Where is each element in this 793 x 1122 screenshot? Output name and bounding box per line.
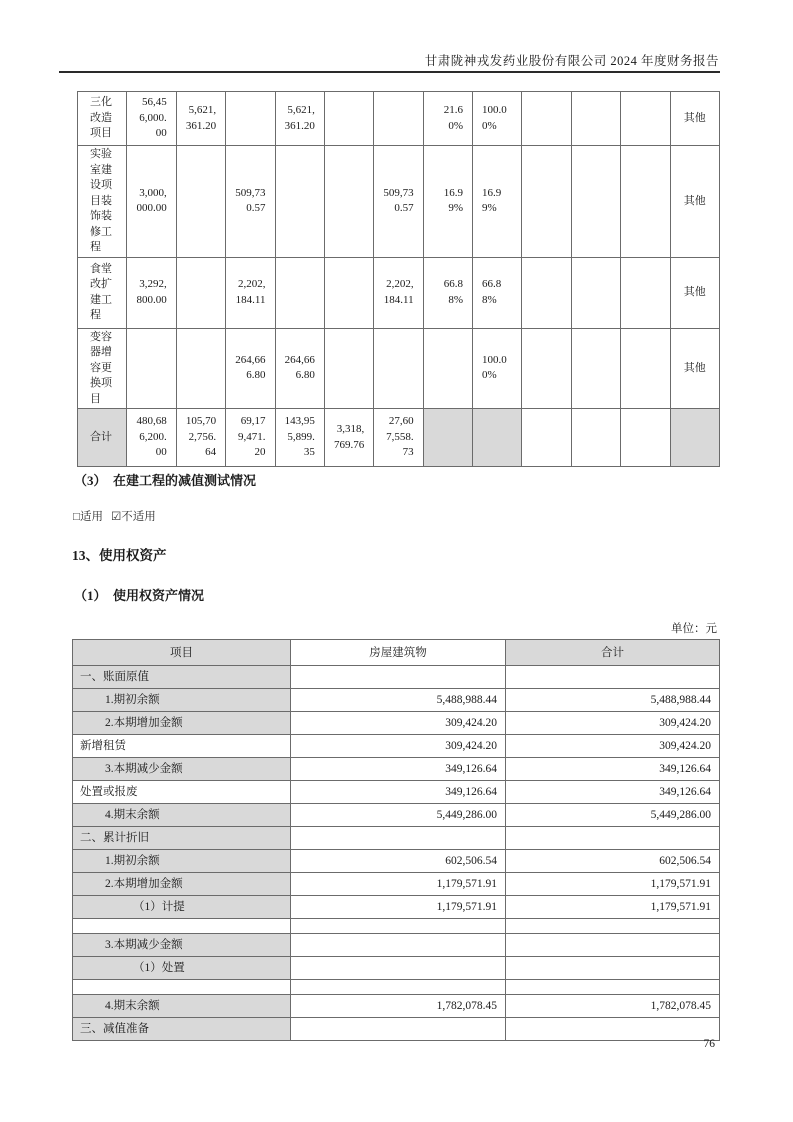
table-row (73, 781, 720, 804)
checkbox-not-applicable: ☑不适用 (110, 511, 156, 523)
impairment-test-heading: （3） 在建工程的减值测试情况 (74, 473, 257, 488)
project-name-cell: 实验室建设项目装饰装修工程 (78, 146, 127, 258)
construction-in-progress-table (77, 91, 720, 467)
table-row (73, 712, 720, 735)
progress-cell (473, 409, 522, 467)
value-cell: 69,179,471.20 (226, 409, 275, 467)
row-label-cell: （1）处置 (73, 957, 291, 980)
column-header-total: 合计 (506, 640, 720, 666)
buildings-value-cell: 309,424.20 (291, 712, 506, 735)
ratio-cell (423, 409, 472, 467)
total-value-cell: 1,179,571.91 (506, 896, 720, 919)
row-label-cell: 1.期初余额 (73, 689, 291, 712)
value-cell: 2,202,184.11 (226, 257, 275, 328)
buildings-value-cell: 349,126.64 (291, 781, 506, 804)
header-divider (59, 71, 720, 73)
value-cell (571, 257, 620, 328)
value-cell (324, 328, 373, 409)
value-cell (571, 146, 620, 258)
value-cell: 105,702,756.64 (176, 409, 225, 467)
total-value-cell (506, 666, 720, 689)
buildings-value-cell (291, 919, 506, 934)
value-cell: 2,202,184.11 (374, 257, 423, 328)
value-cell (374, 92, 423, 146)
rou-assets-subheading: （1） 使用权资产情况 (74, 588, 205, 603)
value-cell (522, 146, 571, 258)
total-value-cell: 309,424.20 (506, 735, 720, 758)
buildings-value-cell: 1,179,571.91 (291, 873, 506, 896)
rou-table-header (73, 640, 720, 666)
value-cell (226, 92, 275, 146)
table-row (78, 92, 720, 146)
table-row (78, 409, 720, 467)
table-row (73, 957, 720, 980)
total-value-cell: 349,126.64 (506, 758, 720, 781)
table-row (73, 919, 720, 934)
value-cell: 5,621,361.20 (176, 92, 225, 146)
table-row (73, 827, 720, 850)
table-row (73, 980, 720, 995)
row-label-cell (73, 980, 291, 995)
table-row (78, 257, 720, 328)
budget-cell: 56,456,000.00 (127, 92, 176, 146)
row-label-cell: 3.本期减少金额 (73, 758, 291, 781)
rou-table-body (73, 666, 720, 1041)
value-cell: 27,607,558.73 (374, 409, 423, 467)
value-cell (324, 146, 373, 258)
buildings-value-cell (291, 827, 506, 850)
value-cell (176, 257, 225, 328)
project-name-cell: 食堂改扩建工程 (78, 257, 127, 328)
buildings-value-cell: 5,488,988.44 (291, 689, 506, 712)
value-cell: 3,318,769.76 (324, 409, 373, 467)
project-name-cell: 三化改造项目 (78, 92, 127, 146)
project-name-cell: 变容器增容更换项目 (78, 328, 127, 409)
row-label-cell: 4.期末余额 (73, 995, 291, 1018)
value-cell (621, 328, 670, 409)
value-cell: 509,730.57 (374, 146, 423, 258)
buildings-value-cell (291, 980, 506, 995)
row-label-cell: 4.期末余额 (73, 804, 291, 827)
value-cell (275, 146, 324, 258)
table-row (73, 666, 720, 689)
buildings-value-cell (291, 957, 506, 980)
value-cell (522, 409, 571, 467)
progress-cell: 100.00% (473, 92, 522, 146)
value-cell: 264,666.80 (226, 328, 275, 409)
budget-cell: 3,292,800.00 (127, 257, 176, 328)
value-cell (621, 92, 670, 146)
value-cell: 509,730.57 (226, 146, 275, 258)
table-row (73, 873, 720, 896)
row-label-cell: 新增租赁 (73, 735, 291, 758)
table-row (73, 995, 720, 1018)
value-cell (621, 409, 670, 467)
project-name-cell: 合计 (78, 409, 127, 467)
right-of-use-assets-table (72, 639, 720, 1041)
budget-cell: 3,000,000.00 (127, 146, 176, 258)
table-row (78, 146, 720, 258)
total-value-cell: 349,126.64 (506, 781, 720, 804)
row-label-cell: 处置或报废 (73, 781, 291, 804)
fund-source-cell: 其他 (670, 328, 720, 409)
progress-cell: 100.00% (473, 328, 522, 409)
row-label-cell: 一、账面原值 (73, 666, 291, 689)
buildings-value-cell: 1,782,078.45 (291, 995, 506, 1018)
fund-source-cell: 其他 (670, 146, 720, 258)
value-cell (176, 328, 225, 409)
row-label-cell: 3.本期减少金额 (73, 934, 291, 957)
value-cell (621, 257, 670, 328)
row-label-cell: 二、累计折旧 (73, 827, 291, 850)
value-cell: 264,666.80 (275, 328, 324, 409)
total-value-cell (506, 980, 720, 995)
total-value-cell (506, 919, 720, 934)
value-cell (374, 328, 423, 409)
value-cell (571, 92, 620, 146)
value-cell (621, 146, 670, 258)
row-label-cell: （1）计提 (73, 896, 291, 919)
row-label-cell (73, 919, 291, 934)
total-value-cell: 5,449,286.00 (506, 804, 720, 827)
value-cell (522, 257, 571, 328)
unit-label: 单位：元 (671, 623, 717, 635)
buildings-value-cell: 1,179,571.91 (291, 896, 506, 919)
buildings-value-cell (291, 934, 506, 957)
row-label-cell: 三、减值准备 (73, 1018, 291, 1041)
ratio-cell (423, 328, 472, 409)
fund-source-cell (670, 409, 720, 467)
ratio-cell: 66.88% (423, 257, 472, 328)
value-cell (571, 409, 620, 467)
value-cell (571, 328, 620, 409)
value-cell (275, 257, 324, 328)
value-cell (324, 92, 373, 146)
column-header-item: 项目 (73, 640, 291, 666)
table-row (73, 934, 720, 957)
buildings-value-cell: 602,506.54 (291, 850, 506, 873)
total-value-cell (506, 1018, 720, 1041)
ratio-cell: 16.99% (423, 146, 472, 258)
table-row (73, 896, 720, 919)
construction-table-body (78, 92, 720, 467)
table-row (73, 804, 720, 827)
total-value-cell (506, 957, 720, 980)
rou-assets-heading: 13、使用权资产 (72, 548, 167, 563)
table-row (73, 689, 720, 712)
fund-source-cell: 其他 (670, 92, 720, 146)
total-value-cell (506, 827, 720, 850)
value-cell (522, 328, 571, 409)
budget-cell: 480,686,200.00 (127, 409, 176, 467)
page-number: 76 (703, 1038, 715, 1050)
value-cell: 143,955,899.35 (275, 409, 324, 467)
progress-cell: 66.88% (473, 257, 522, 328)
total-value-cell: 5,488,988.44 (506, 689, 720, 712)
header-row (73, 640, 720, 666)
buildings-value-cell (291, 1018, 506, 1041)
table-row (78, 328, 720, 409)
checkbox-applicable: □适用 (73, 511, 103, 523)
report-header-title: 甘肃陇神戎发药业股份有限公司 2024 年度财务报告 (424, 54, 719, 68)
total-value-cell: 309,424.20 (506, 712, 720, 735)
table-row (73, 850, 720, 873)
buildings-value-cell: 5,449,286.00 (291, 804, 506, 827)
fund-source-cell: 其他 (670, 257, 720, 328)
row-label-cell: 2.本期增加金额 (73, 712, 291, 735)
progress-cell: 16.99% (473, 146, 522, 258)
value-cell (176, 146, 225, 258)
column-header-buildings: 房屋建筑物 (291, 640, 506, 666)
row-label-cell: 1.期初余额 (73, 850, 291, 873)
total-value-cell: 602,506.54 (506, 850, 720, 873)
value-cell: 5,621,361.20 (275, 92, 324, 146)
total-value-cell: 1,179,571.91 (506, 873, 720, 896)
table-row (73, 735, 720, 758)
buildings-value-cell: 309,424.20 (291, 735, 506, 758)
budget-cell (127, 328, 176, 409)
buildings-value-cell (291, 666, 506, 689)
value-cell (522, 92, 571, 146)
applicability-line (73, 508, 164, 524)
table-row (73, 758, 720, 781)
table-row (73, 1018, 720, 1041)
buildings-value-cell: 349,126.64 (291, 758, 506, 781)
value-cell (324, 257, 373, 328)
total-value-cell (506, 934, 720, 957)
ratio-cell: 21.60% (423, 92, 472, 146)
row-label-cell: 2.本期增加金额 (73, 873, 291, 896)
total-value-cell: 1,782,078.45 (506, 995, 720, 1018)
